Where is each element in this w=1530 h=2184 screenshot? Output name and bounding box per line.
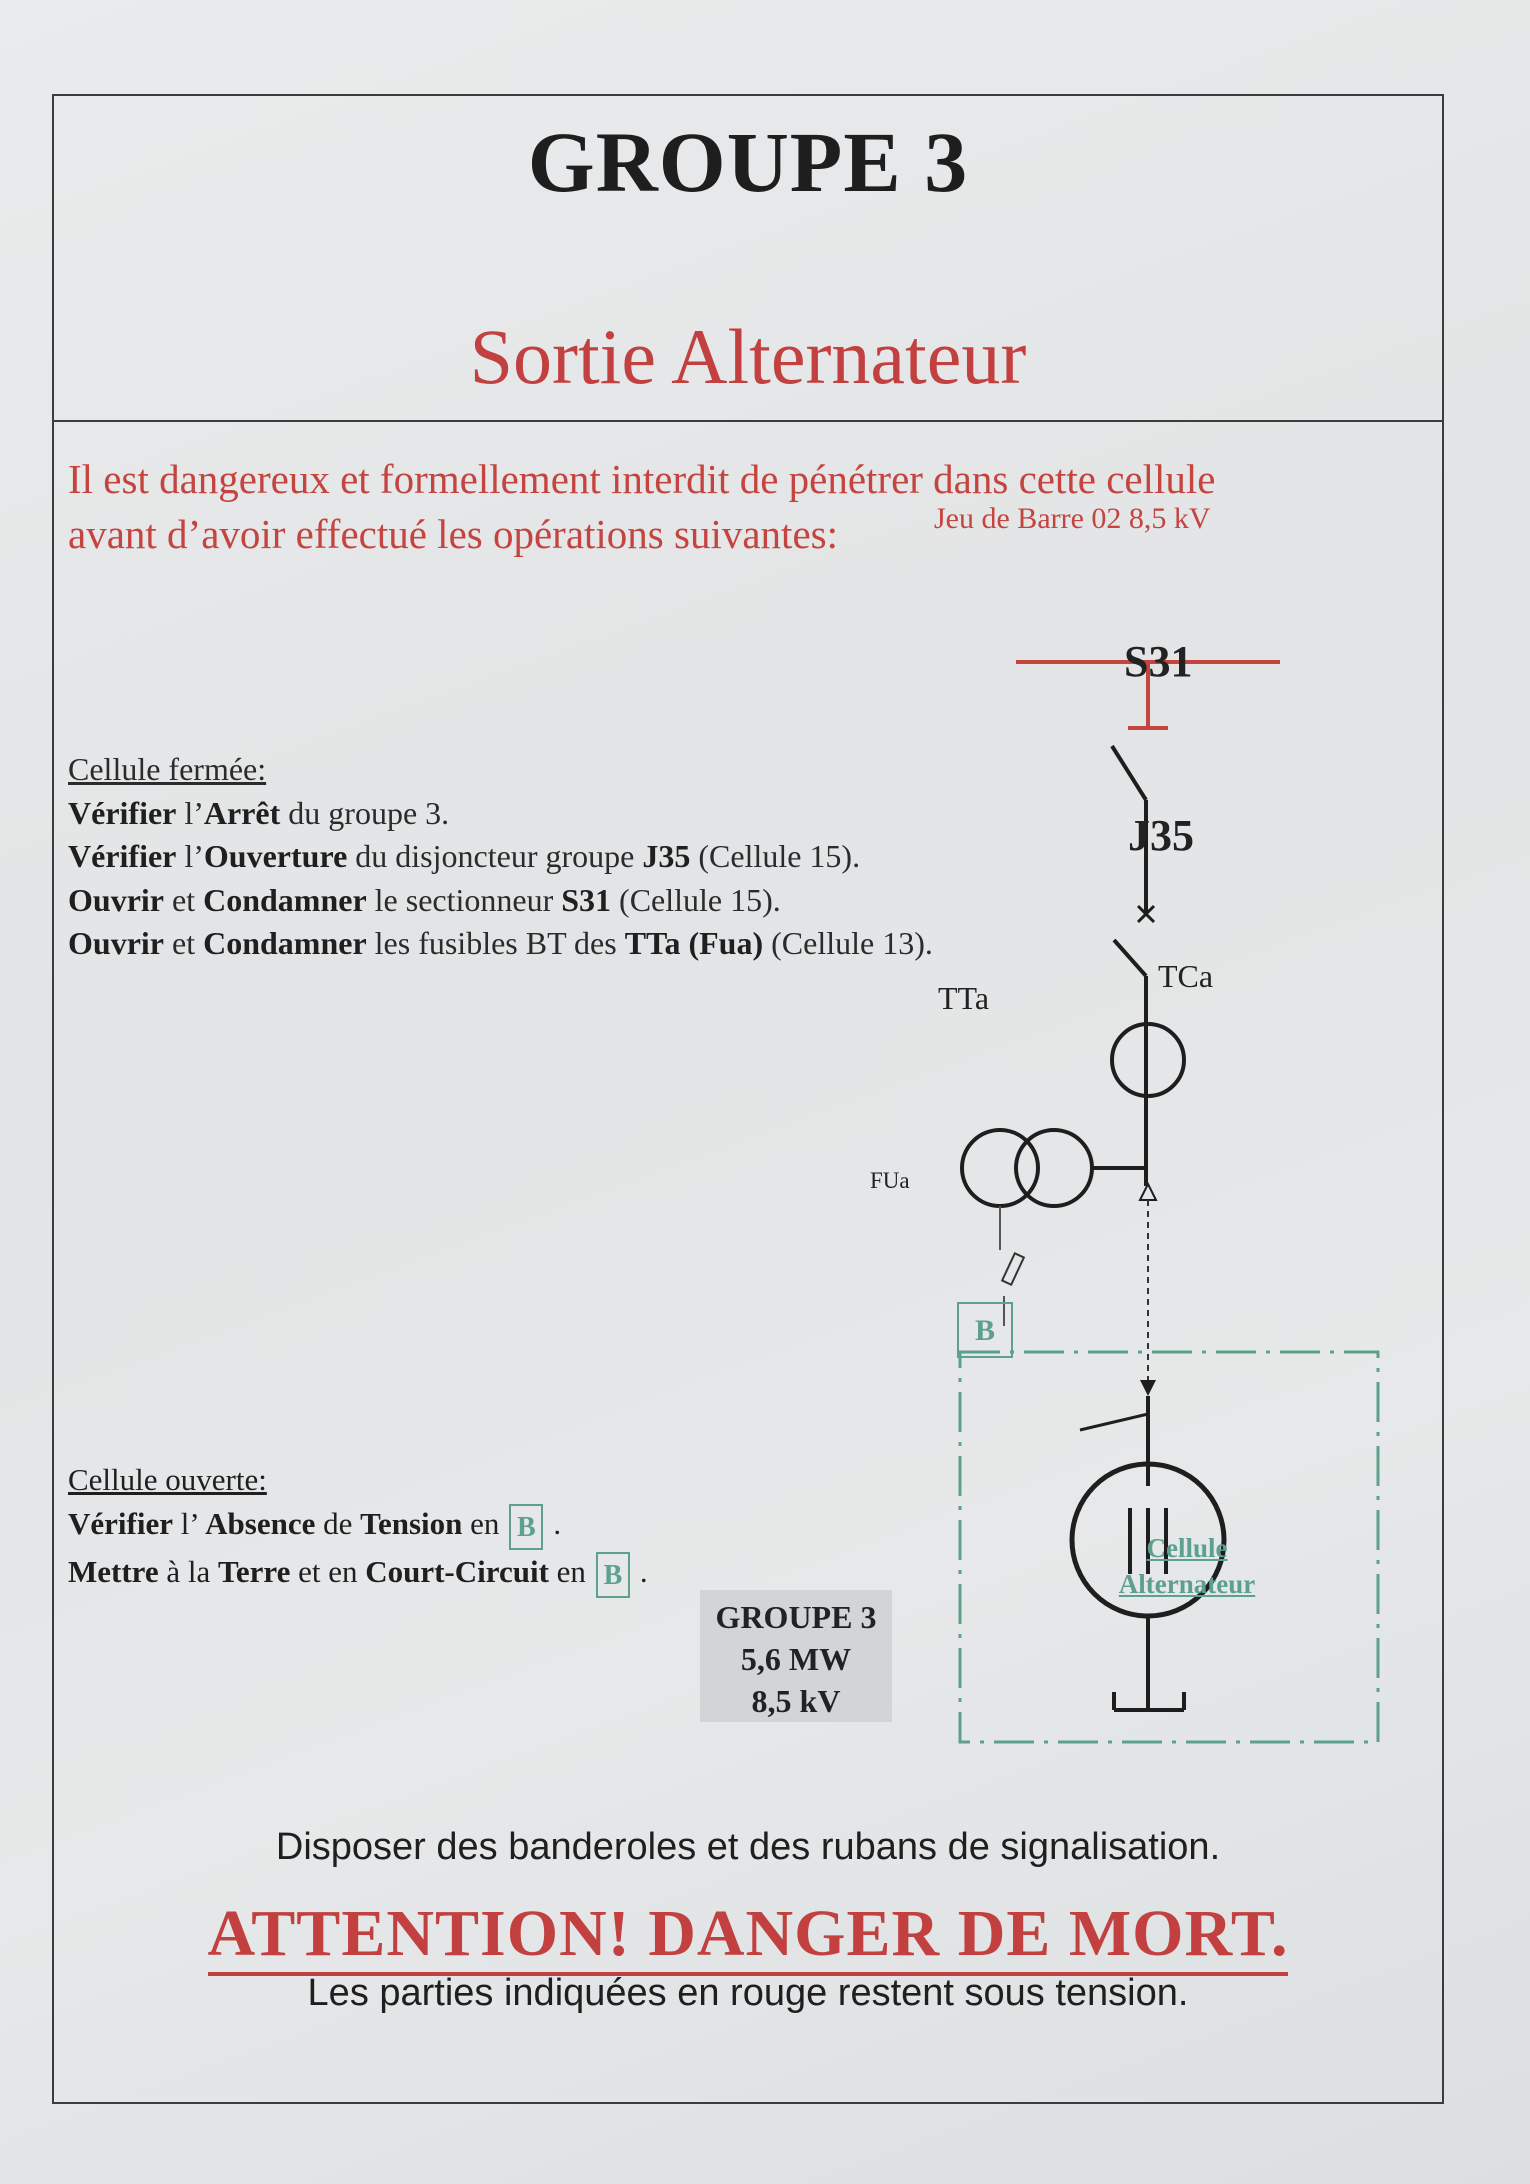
diagram-b-box: B — [957, 1302, 1013, 1358]
group-power: 5,6 MW — [740, 1641, 852, 1677]
ct-tca-label: TCa — [1158, 958, 1214, 994]
alternator-cell-label — [1102, 1530, 1272, 1602]
step-text: les fusibles BT des — [366, 925, 625, 961]
location-b-box: B — [509, 1504, 543, 1550]
step-verb: Vérifier — [68, 1506, 173, 1541]
breaker-j35-label: J35 — [1128, 811, 1194, 860]
page-title: GROUPE 3 — [527, 114, 969, 210]
footer-instruction: Disposer des banderoles et des rubans de signalisation. — [275, 1826, 1221, 1868]
disconnector-s31-symbol — [1112, 746, 1146, 800]
step-text: l’ — [176, 794, 204, 831]
vt-tta-label: TTa — [938, 980, 990, 1016]
location-b-box: B — [596, 1552, 630, 1598]
step-text: (Cellule 15). — [611, 881, 781, 918]
fuse-fua-label: FUa — [870, 1168, 910, 1193]
step-text: en — [548, 1553, 586, 1589]
step-text: (Cellule 13). — [763, 925, 933, 961]
warning-line-1: Il est dangereux et formellement interdit de pénétrer dans cette cellule — [68, 456, 1216, 502]
fuse-fua — [1002, 1253, 1024, 1284]
step-text: le sectionneur — [366, 881, 562, 918]
warning-line-2: avant d’avoir effectué les opérations suivantes: — [68, 511, 838, 557]
step-keyword: Terre — [218, 1553, 291, 1589]
step-text: (Cellule 15). — [690, 838, 861, 874]
step-text: l’ — [176, 838, 204, 874]
step-text: du groupe 3. — [280, 794, 450, 831]
step-text: et en — [290, 1553, 366, 1589]
group-name: GROUPE 3 — [715, 1599, 877, 1635]
closed-cell-heading: Cellule fermée: — [68, 751, 267, 787]
step-keyword: Court-Circuit — [365, 1553, 549, 1589]
arrow-up-icon — [1140, 1184, 1156, 1200]
step-text: en — [462, 1506, 500, 1541]
step-text: du disjoncteur groupe — [347, 838, 643, 874]
busbar-label: Jeu de Barre 02 8,5 kV — [934, 502, 1211, 535]
step-verb: Vérifier — [68, 838, 177, 874]
step-verb: Vérifier — [68, 794, 177, 831]
step-keyword: J35 — [642, 838, 691, 874]
breaker-j35-symbol — [1114, 940, 1146, 976]
step-end: . — [639, 1553, 648, 1589]
voltage-transformer-tta — [1016, 1130, 1092, 1206]
step-text: l’ — [172, 1506, 206, 1541]
step-verb: Mettre — [68, 1553, 159, 1589]
cell-label-line-2: Alternateur — [1118, 1569, 1256, 1599]
step-keyword: TTa (Fua) — [624, 925, 764, 961]
group-voltage: 8,5 kV — [751, 1683, 841, 1719]
step-keyword: S31 — [561, 881, 612, 918]
earth-switch-lead — [1080, 1414, 1148, 1430]
step-keyword: Arrêt — [203, 794, 281, 831]
step-text: de — [315, 1506, 361, 1541]
cell-label-line-1: Cellule — [1146, 1533, 1228, 1563]
step-end: . — [553, 1506, 562, 1541]
step-text: à la — [158, 1553, 219, 1589]
danger-text: ATTENTION! DANGER DE MORT. — [208, 1897, 1289, 1976]
footer-note: Les parties indiquées en rouge restent sous tension. — [307, 1972, 1189, 2014]
step-verb: Ouvrir — [68, 925, 164, 961]
open-cell-heading: Cellule ouverte: — [68, 1462, 267, 1497]
switch-s31-label: S31 — [1124, 637, 1193, 686]
step-text: et — [163, 925, 204, 961]
step-keyword: Tension — [360, 1506, 463, 1541]
step-verb: Ouvrir — [68, 881, 164, 918]
page-subtitle: Sortie Alternateur — [469, 313, 1027, 400]
step-keyword: Condamner — [203, 925, 367, 961]
step-keyword: Absence — [205, 1506, 316, 1541]
step-text: et — [163, 881, 204, 918]
arrow-down-icon — [1140, 1380, 1156, 1396]
step-keyword: Condamner — [203, 881, 367, 918]
step-keyword: Ouverture — [203, 838, 348, 874]
